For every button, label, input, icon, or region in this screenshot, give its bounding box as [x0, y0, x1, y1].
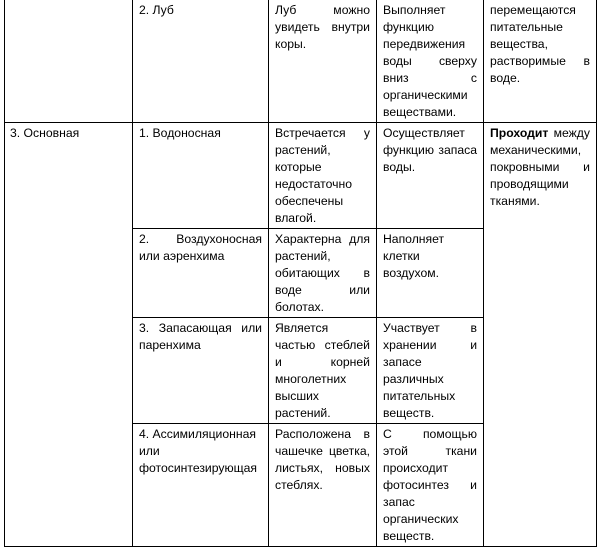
function-cell: [377, 424, 484, 547]
subtype-label: 2. Воздухоносная или аэренхима: [139, 232, 262, 263]
location-cell: [269, 318, 377, 424]
note-cell: [484, 123, 597, 547]
function-text: Участвует в хранении и запасе различных питательных веществ.: [383, 321, 477, 420]
tissue-group-cell: [5, 0, 133, 123]
function-text: Выполняет функцию передвижения воды сверху вниз с органическими веществами.: [383, 3, 477, 119]
note-text: между механическими, покровными и проводящими тканями.: [490, 126, 590, 208]
note-bold-text: Проходит: [490, 126, 549, 140]
location-cell: [269, 0, 377, 123]
tissue-group-cell: [5, 123, 133, 547]
subtype-label: 3. Запасающая или паренхима: [139, 321, 262, 352]
location-text: Является частью стеблей и корней многолетних высших растений.: [275, 321, 370, 420]
subtype-cell: [133, 229, 269, 318]
location-text: Встречается у растений, которые недостаточно обеспечены влагой.: [275, 126, 370, 225]
function-cell: [377, 0, 484, 123]
subtype-cell: [133, 123, 269, 229]
note-text: перемещаются питательные вещества, растворимые в воде.: [490, 3, 590, 85]
function-text: С помощью этой ткани происходит фотосинтез и запас органических веществ.: [383, 427, 477, 543]
subtype-cell: [133, 0, 269, 123]
function-cell: [377, 123, 484, 229]
subtype-cell: [133, 424, 269, 547]
tissue-group-label: 3. Основная: [10, 126, 80, 140]
table-row: [5, 123, 597, 229]
location-cell: [269, 123, 377, 229]
subtype-label: 2. Луб: [139, 3, 174, 17]
location-cell: [269, 424, 377, 547]
location-text: Расположена в чашечке цветка, листьях, новых стеблях.: [275, 427, 370, 492]
function-cell: [377, 318, 484, 424]
location-text: Характерна для растений, обитающих в воде или болотах.: [275, 232, 370, 314]
function-cell: [377, 229, 484, 318]
tissue-table: [4, 0, 597, 547]
table-row: [5, 0, 597, 123]
subtype-cell: [133, 318, 269, 424]
subtype-label: 1. Водоносная: [139, 126, 221, 140]
location-cell: [269, 229, 377, 318]
location-text: Луб можно увидеть внутри коры.: [275, 3, 370, 51]
function-text: Наполняет клетки воздухом.: [383, 232, 445, 280]
subtype-label: 4. Ассимиляционная или фотосинтезирующая: [139, 427, 258, 475]
function-text: Осуществляет функцию запаса воды.: [383, 126, 477, 174]
note-cell: [484, 0, 597, 123]
